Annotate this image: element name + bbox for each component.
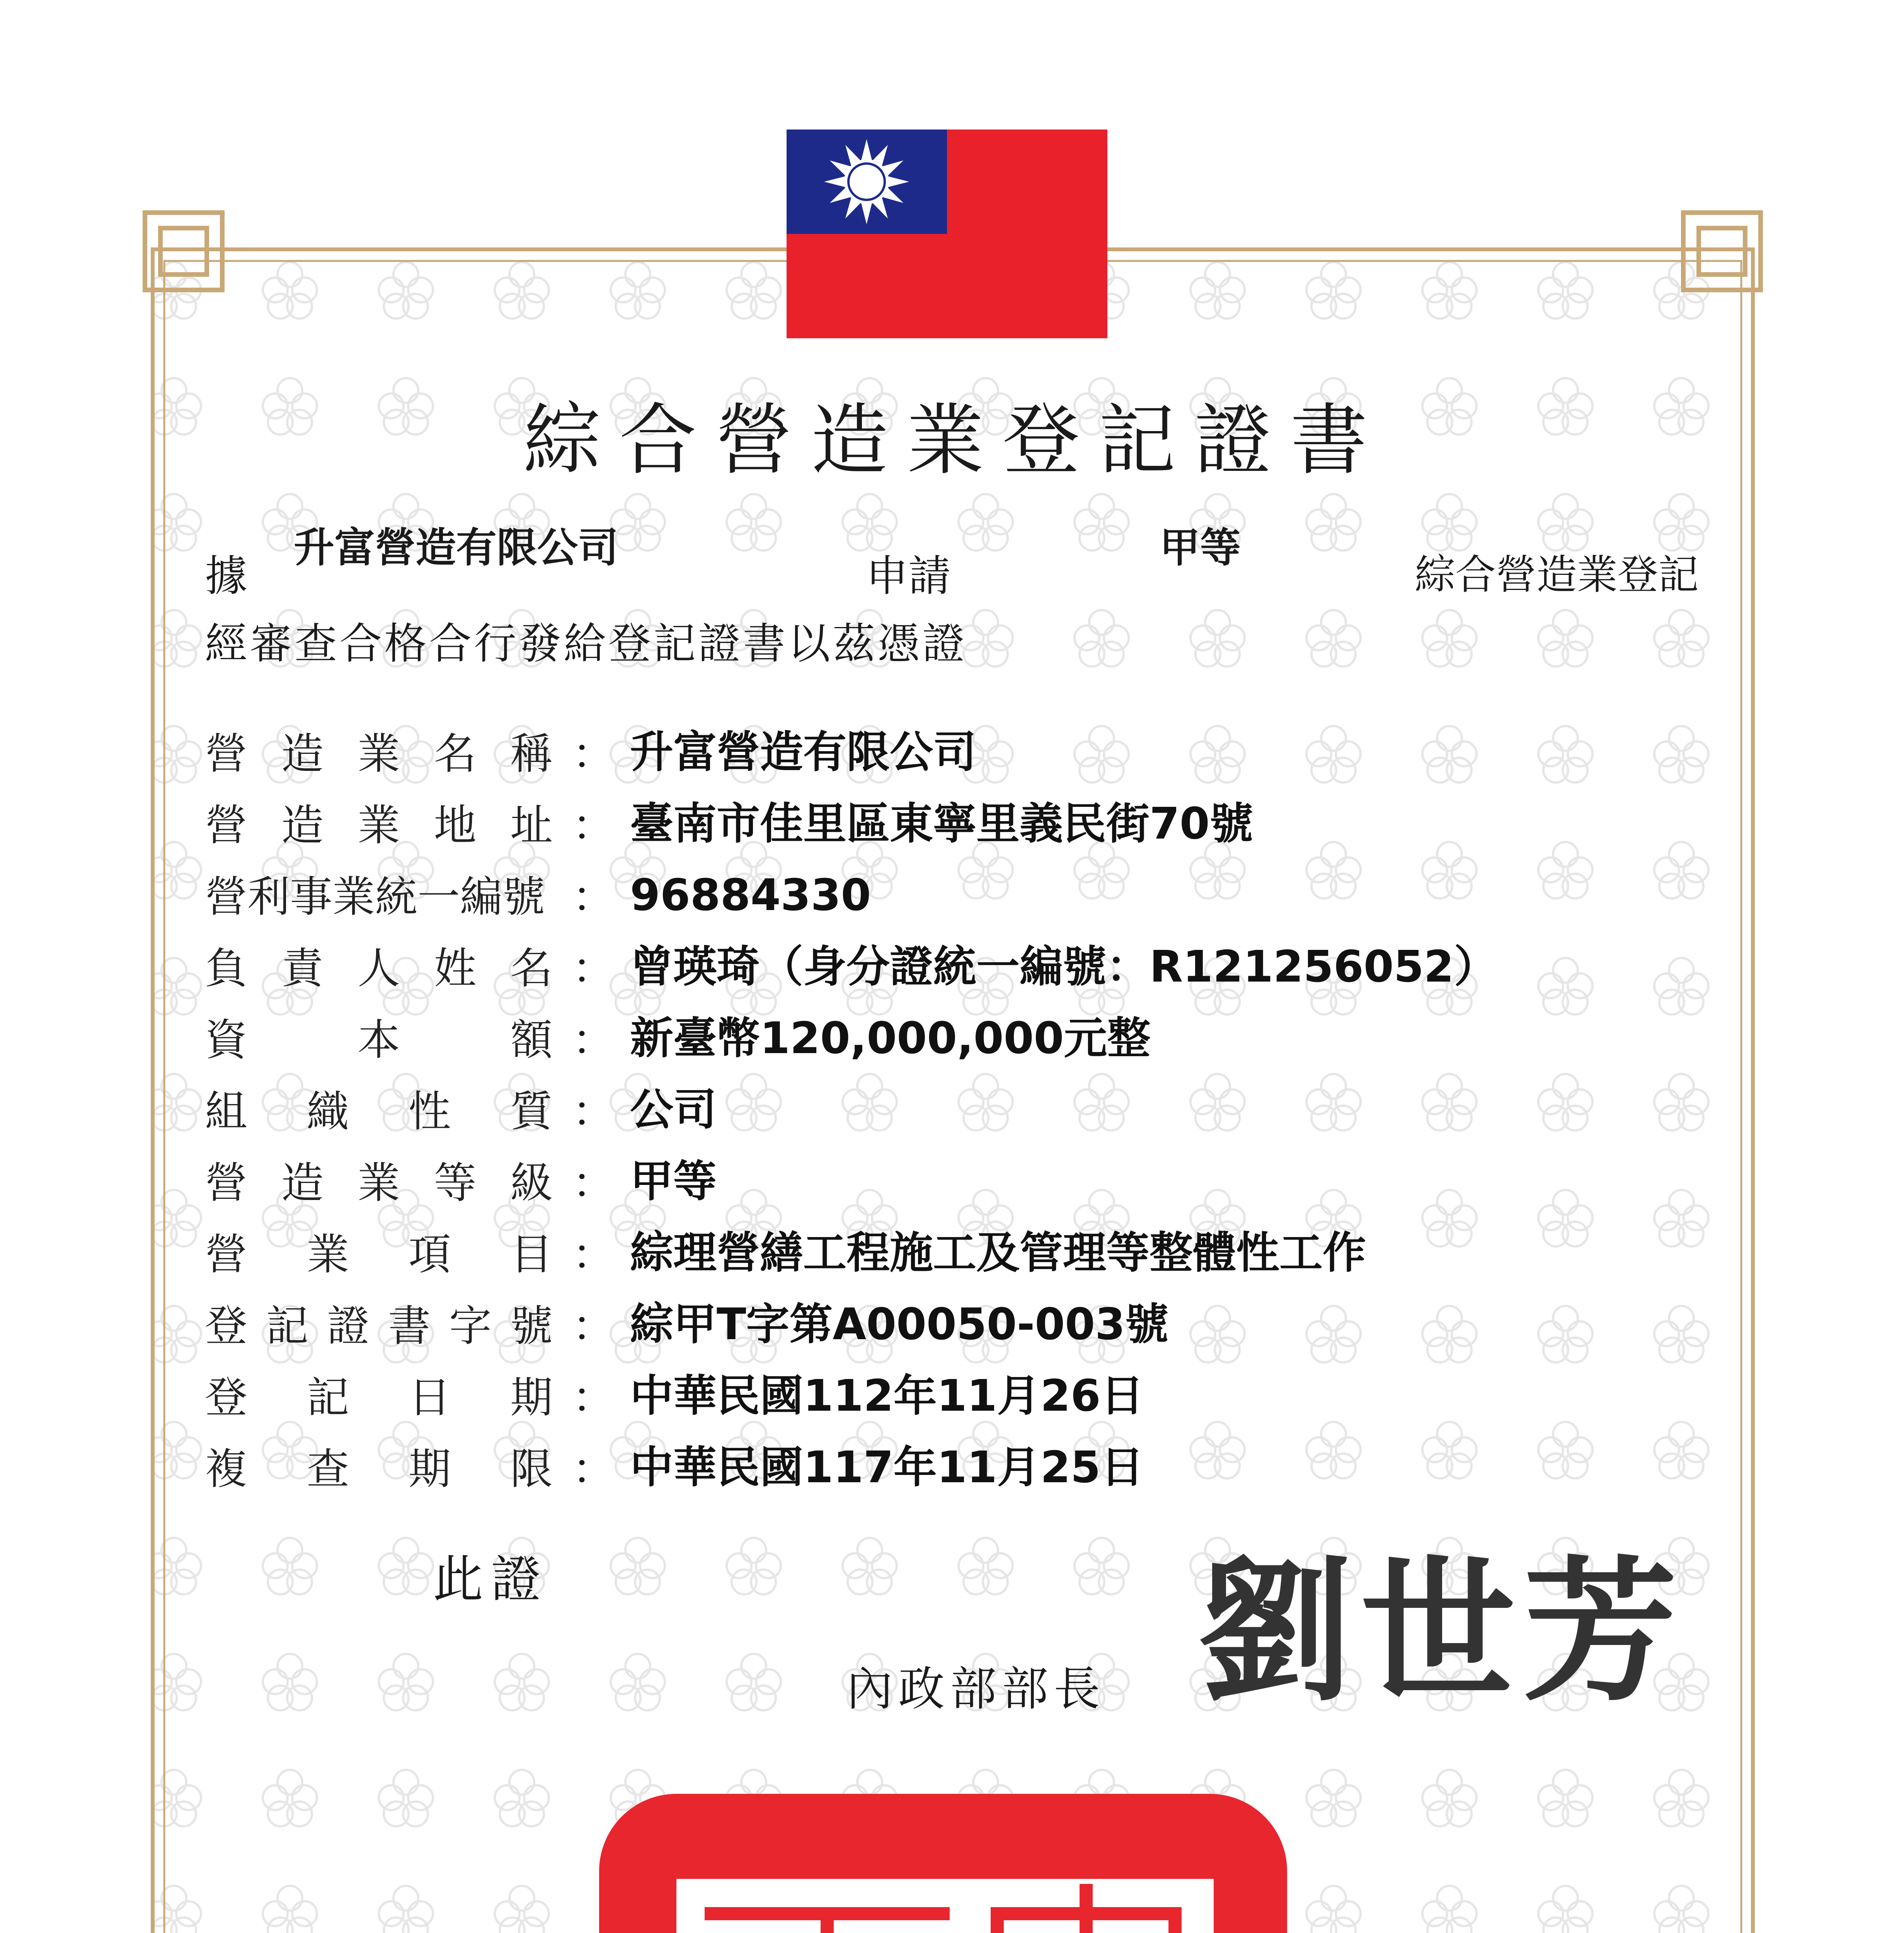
field-value-registration-date: 中華民國112年11月26日 bbox=[630, 1371, 1144, 1421]
field-value-address: 臺南市佳里區東寧里義民街70號 bbox=[630, 799, 1253, 849]
intro-category: 綜合營造業登記 bbox=[1415, 551, 1699, 598]
field-colon: ： bbox=[572, 1301, 615, 1351]
white-sun-icon bbox=[787, 130, 947, 234]
field-label-review-deadline: 複 查 期 限 bbox=[205, 1444, 553, 1494]
minister-title: 內政部部長 bbox=[846, 1662, 1105, 1716]
field-colon: ： bbox=[572, 801, 615, 850]
field-value-company-name: 升富營造有限公司 bbox=[630, 727, 976, 777]
field-label-address: 營 造 業 地 址 bbox=[205, 801, 553, 850]
field-colon: ： bbox=[572, 1158, 615, 1208]
field-label-company-name: 營 造 業 名 稱 bbox=[205, 729, 553, 779]
field-value-organization-type: 公司 bbox=[630, 1085, 717, 1135]
field-label-business-id: 營利事業統一編號 bbox=[205, 872, 545, 922]
field-value-business-items: 綜理營繕工程施工及管理等整體性工作 bbox=[630, 1228, 1366, 1278]
field-label-responsible-person: 負 責 人 姓 名 bbox=[205, 944, 553, 993]
official-seal bbox=[595, 1790, 1291, 1933]
intro-grade: 甲等 bbox=[1160, 524, 1241, 571]
field-colon: ： bbox=[572, 1087, 615, 1136]
field-colon: ： bbox=[572, 1373, 615, 1422]
field-value-review-deadline: 中華民國117年11月25日 bbox=[630, 1442, 1144, 1493]
certificate-title: 綜合營造業登記證書 bbox=[523, 395, 1386, 486]
field-value-capital: 新臺幣120,000,000元整 bbox=[630, 1013, 1151, 1064]
closing-text: 此證 bbox=[433, 1550, 549, 1609]
field-label-capital: 資 本 額 bbox=[205, 1015, 553, 1065]
field-value-business-id: 96884330 bbox=[630, 870, 871, 920]
field-colon: ： bbox=[572, 1230, 615, 1279]
intro-company: 升富營造有限公司 bbox=[294, 524, 619, 571]
field-value-responsible-person: 曾瑛琦（身分證統一編號：R121256052） bbox=[630, 942, 1497, 992]
flag-canton bbox=[787, 130, 947, 234]
field-colon: ： bbox=[572, 872, 615, 922]
intro-prefix: 據 bbox=[205, 551, 247, 601]
field-value-certificate-number: 綜甲T字第A00050-003號 bbox=[630, 1299, 1168, 1350]
national-flag bbox=[787, 130, 1107, 338]
field-colon: ： bbox=[572, 1444, 615, 1494]
field-label-certificate-number: 登 記 證 書 字 號 bbox=[205, 1301, 553, 1351]
intro-apply: 申請 bbox=[866, 551, 951, 601]
field-label-grade: 營 造 業 等 級 bbox=[205, 1158, 553, 1208]
field-colon: ： bbox=[572, 1015, 615, 1065]
minister-signature: 劉世芳 bbox=[1198, 1541, 1685, 1722]
field-colon: ： bbox=[572, 944, 615, 993]
field-colon: ： bbox=[572, 729, 615, 779]
field-value-grade: 甲等 bbox=[630, 1156, 717, 1207]
field-label-organization-type: 組 織 性 質 bbox=[205, 1087, 553, 1136]
intro-line2: 經審查合格合行發給登記證書以茲憑證 bbox=[205, 619, 967, 668]
field-label-registration-date: 登 記 日 期 bbox=[205, 1373, 553, 1422]
field-label-business-items: 營 業 項 目 bbox=[205, 1230, 553, 1279]
